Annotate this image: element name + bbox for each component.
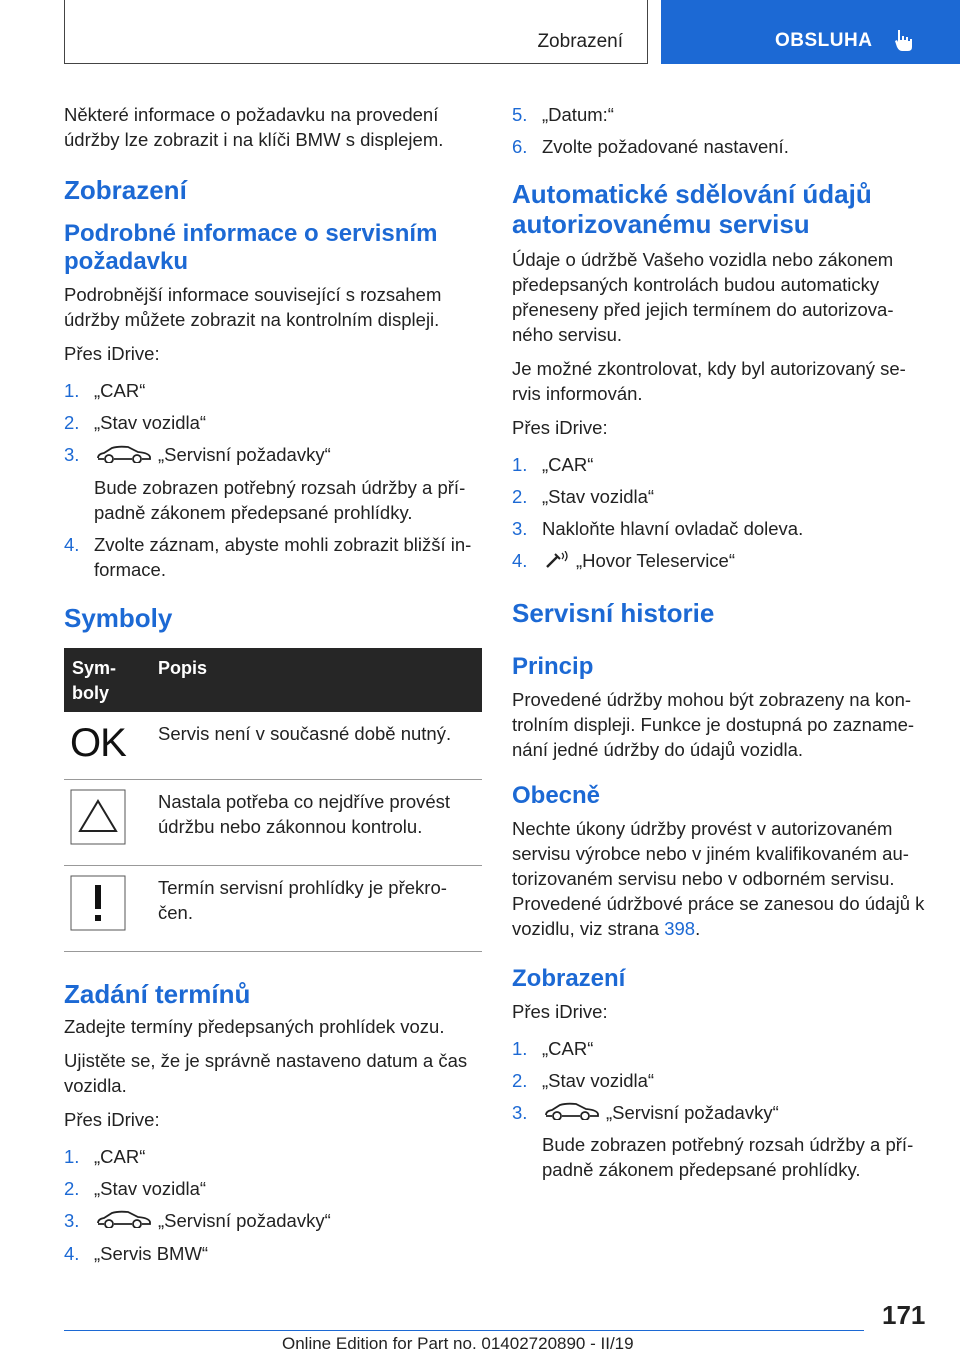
right-column bbox=[512, 102, 926, 1192]
header-chapter-title: OBSLUHA bbox=[775, 30, 873, 51]
steps-list-2 bbox=[64, 1144, 482, 1267]
header-section-box bbox=[64, 0, 648, 64]
steps-list-continued bbox=[512, 102, 926, 159]
heading-automaticke: Automatické sdělování údajů autorizovanému servisu bbox=[512, 179, 872, 239]
header-chapter-box bbox=[661, 0, 960, 64]
table-row: Termín servisní prohlídky je překro- čen. bbox=[64, 865, 482, 951]
list-item: 2. „Stav vozidla“ bbox=[512, 486, 655, 507]
heading-symboly: Symboly bbox=[64, 602, 173, 633]
page-link-398[interactable]: 398 bbox=[664, 917, 696, 939]
via-idrive-3: Přes iDrive: bbox=[512, 417, 608, 438]
exclamation-icon bbox=[70, 914, 126, 935]
list-item: 4. Zvolte záznam, abyste mohli zobrazit bližší in- formace. bbox=[64, 533, 472, 580]
list-item: 3. „Servisní požadavky“ Bude zobrazen potřebný rozsah údržby a pří- padně zákonem předepsané prohlídky. bbox=[64, 444, 466, 523]
heading-obecne: Obecně bbox=[512, 781, 601, 809]
paragraph-obecne-2: Provedené údržbové práce se zanesou do údajů k vozidlu, viz strana 398. bbox=[512, 892, 925, 939]
list-item: 1. „CAR“ bbox=[512, 454, 594, 475]
via-idrive-4: Přes iDrive: bbox=[512, 1000, 608, 1022]
list-item: 4. „Hovor Teleservice“ bbox=[512, 548, 926, 575]
page-number: 171 bbox=[882, 1300, 926, 1330]
car-outline-icon bbox=[96, 444, 152, 469]
hand-pointer-icon bbox=[894, 28, 914, 57]
car-outline-icon bbox=[544, 1101, 600, 1126]
heading-zobrazeni-2: Zobrazení bbox=[512, 964, 626, 992]
paragraph-princip: Provedené údržby mohou být zobrazeny na kon- trolním displeji. Funkce je dostupná po zazname- nání jedné údržby do údajů vozidla. bbox=[512, 688, 915, 760]
warning-triangle-icon bbox=[70, 828, 126, 849]
via-idrive: Přes iDrive: bbox=[64, 343, 160, 364]
table-header-sym: Sym- boly bbox=[64, 648, 150, 712]
car-outline-icon bbox=[96, 1209, 152, 1234]
heading-zobrazeni: Zobrazení bbox=[64, 175, 187, 205]
paragraph-zadani-1: Zadejte termíny předepsaných prohlídek vozu. bbox=[64, 1015, 445, 1037]
list-item: 1. „CAR“ bbox=[64, 380, 146, 401]
symbols-table bbox=[64, 648, 482, 952]
footer-divider bbox=[64, 1330, 864, 1331]
list-item: 2. „Stav vozidla“ bbox=[64, 1177, 207, 1199]
list-item: 4. „Servis BMW“ bbox=[64, 1243, 209, 1265]
via-idrive-2: Přes iDrive: bbox=[64, 1108, 160, 1130]
footer-edition: Online Edition for Part no. 01402720890 - II/19 bbox=[282, 1334, 634, 1353]
list-item: 1. „CAR“ bbox=[512, 1037, 594, 1059]
list-item: 3. Nakloňte hlavní ovladač doleva. bbox=[512, 518, 804, 539]
list-item: 1. „CAR“ bbox=[64, 1145, 146, 1167]
list-item: 3. „Servisní požadavky“ bbox=[64, 1208, 482, 1235]
table-row: OK Servis není v současné době nutný. bbox=[64, 712, 482, 780]
intro-text: Některé informace o požadavku na provedení údržby lze zobrazit i na klíči BMW s displejem. bbox=[64, 104, 444, 150]
paragraph-zadani-2: Ujistěte se, že je správně nastaveno datum a čas vozidla. bbox=[64, 1049, 468, 1096]
wrench-signal-icon bbox=[544, 550, 570, 575]
steps-list-1 bbox=[64, 378, 482, 582]
list-item: 2. „Stav vozidla“ bbox=[64, 412, 207, 433]
paragraph-obecne-1: Nechte úkony údržby provést v autorizovaném servisu výrobce nebo v jiném kvalifikovaném au- torizovaném servisu nebo v odborném servisu. bbox=[512, 817, 909, 889]
heading-princip: Princip bbox=[512, 652, 594, 680]
list-item: 6. Zvolte požadované nastavení. bbox=[512, 136, 789, 157]
ok-icon: OK bbox=[70, 720, 126, 765]
paragraph-auto-2: Je možné zkontrolovat, kdy byl autorizovaný se- rvis informován. bbox=[512, 358, 906, 404]
table-row: Nastala potřeba co nejdříve provést údržbu nebo zákonnou kontrolu. bbox=[64, 779, 482, 865]
list-item: 3. „Servisní požadavky“ Bude zobrazen potřebný rozsah údržby a pří- padně zákonem předepsané prohlídky. bbox=[512, 1101, 914, 1181]
header-section-title: Zobrazení bbox=[537, 31, 623, 52]
list-item: 2. „Stav vozidla“ bbox=[512, 1069, 655, 1091]
heading-historie: Servisní historie bbox=[512, 597, 715, 628]
paragraph-auto-1: Údaje o údržbě Vašeho vozidla nebo zákonem předepsaných kontrolách budou automaticky přeneseny před jejich termínem do autorizova- ného servisu. bbox=[512, 249, 894, 345]
left-column bbox=[64, 102, 482, 1276]
steps-list-4 bbox=[512, 1036, 926, 1183]
list-item: 5. „Datum:“ bbox=[512, 104, 614, 125]
table-header-popis: Popis bbox=[150, 648, 482, 712]
steps-list-3 bbox=[512, 452, 926, 575]
heading-zadani: Zadání termínů bbox=[64, 978, 251, 1009]
paragraph-podrobne: Podrobnější informace související s rozsahem údržby můžete zobrazit na kontrolním displeji. bbox=[64, 284, 442, 330]
heading-podrobne: Podrobné informace o servisním požadavku bbox=[64, 220, 438, 275]
